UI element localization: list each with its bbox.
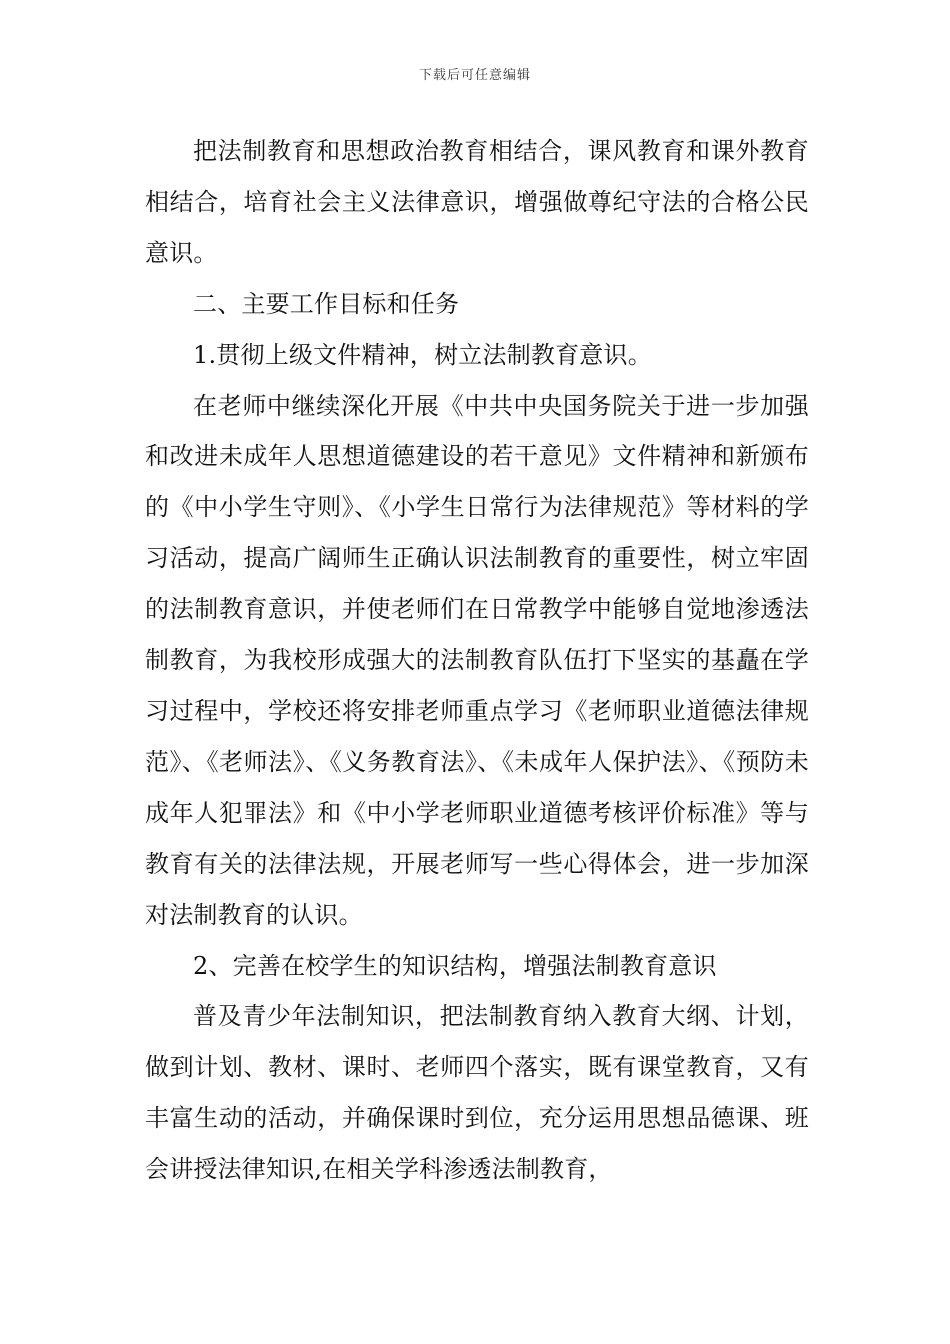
paragraph-student-knowledge: 普及青少年法制知识，把法制教育纳入教育大纲、计划，做到计划、教材、课时、老师四个落实，既有课堂教育，又有丰富生动的活动，并确保课时到位，充分运用思想品德课、班会讲授法律知识,在相关学科渗透法制教育， <box>145 1002 809 1184</box>
page-header: 下载后可任意编辑 <box>418 68 531 83</box>
section-heading: 二、主要工作目标和任务 <box>193 289 460 318</box>
subsection-heading-2: 2、完善在校学生的知识结构，增强法制教育意识 <box>193 951 717 980</box>
subsection-heading-1: 1.贯彻上级文件精神，树立法制教育意识。 <box>193 340 652 369</box>
document-body <box>145 126 809 1195</box>
paragraph-teacher-study: 在老师中继续深化开展《中共中央国务院关于进一步加强和改进未成年人思想道德建设的若干意见》文件精神和新颁布的《中小学生守则》、《小学生日常行为法律规范》等材料的学习活动，提高广阔师生正确认识法制教育的重要性，树立牢固的法制教育意识，并使老师们在日常教学中能够自觉地渗透法制教育，为我校形成强大的法制教育队伍打下坚实的基矗在学习过程中，学校还将安排老师重点学习《老师职业道德法律规范》、《老师法》、《义务教育法》、《未成年人保护法》、《预防未成年人犯罪法》和《中小学老师职业道德考核评价标准》等与教育有关的法律法规，开展老师写一些心得体会，进一步加深对法制教育的认识。 <box>145 391 809 929</box>
paragraph-intro: 把法制教育和思想政治教育相结合，课风教育和课外教育相结合，培育社会主义法律意识，增强做尊纪守法的合格公民意识。 <box>145 137 809 267</box>
